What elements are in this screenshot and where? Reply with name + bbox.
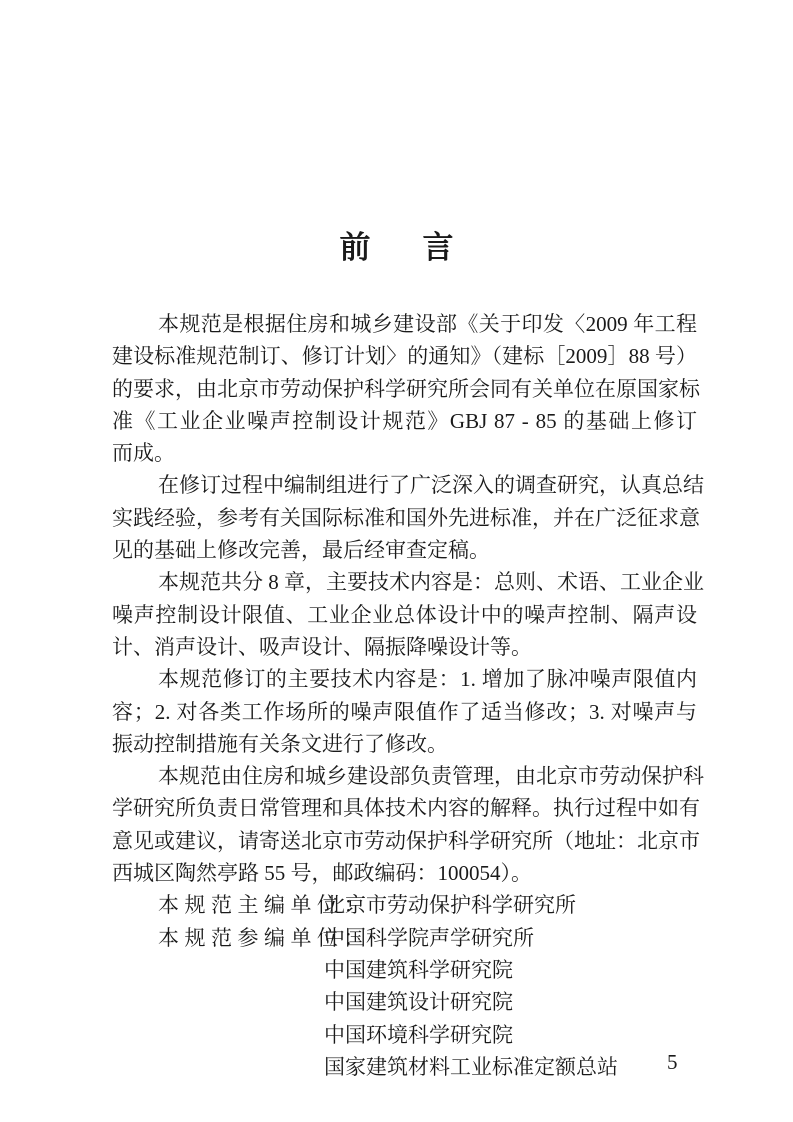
text-line: 容；2. 对各类工作场所的噪声限值作了适当修改；3. 对噪声与	[112, 699, 697, 724]
text-line: 本规范修订的主要技术内容是：1. 增加了脉冲噪声限值内	[158, 667, 697, 692]
text-line: 见的基础上修改完善，最后经审查定稿。	[112, 538, 490, 563]
text-line: 本规范是根据住房和城乡建设部《关于印发〈2009 年工程	[158, 312, 697, 336]
page-number: 5	[667, 1050, 678, 1074]
preface-body	[112, 308, 704, 1079]
participating-unit: 国家建筑材料工业标准定额总站	[324, 1054, 618, 1079]
participating-unit: 中国科学院声学研究所	[324, 925, 534, 950]
text-line: 准《工业企业噪声控制设计规范》GBJ 87 - 85 的基础上修订	[112, 408, 697, 433]
paragraph	[112, 566, 704, 663]
participating-unit-label: 本规范参编单位：	[158, 925, 370, 950]
participating-unit: 中国环境科学研究院	[324, 1022, 513, 1047]
text-line: 意见或建议，请寄送北京市劳动保护科学研究所（地址：北京市	[112, 828, 700, 853]
page-title	[0, 222, 793, 267]
text-line: 本规范由住房和城乡建设部负责管理，由北京市劳动保护科	[158, 764, 704, 789]
text-line: 西城区陶然亭路 55 号，邮政编码：100054）。	[112, 861, 532, 886]
text-line: 实践经验，参考有关国际标准和国外先进标准，并在广泛征求意	[112, 505, 700, 530]
text-line: 在修订过程中编制组进行了广泛深入的调查研究，认真总结	[158, 473, 704, 498]
paragraph	[112, 663, 697, 760]
title-char: 前	[339, 230, 371, 265]
text-line: 振动控制措施有关条文进行了修改。	[112, 731, 448, 756]
text-line: 本规范共分 8 章，主要技术内容是：总则、术语、工业企业	[158, 570, 704, 595]
participating-unit: 中国建筑科学研究院	[324, 957, 513, 982]
paragraph	[112, 469, 704, 566]
paragraph	[112, 308, 700, 469]
chief-unit: 北京市劳动保护科学研究所	[324, 893, 576, 918]
chief-unit-row	[112, 889, 697, 921]
participating-unit: 中国建筑设计研究院	[324, 990, 513, 1015]
text-line: 噪声控制设计限值、工业企业总体设计中的噪声控制、隔声设	[112, 602, 697, 627]
title-char: 言	[422, 230, 454, 265]
paragraph	[112, 760, 704, 889]
text-line: 的要求，由北京市劳动保护科学研究所会同有关单位在原国家标	[112, 376, 700, 401]
text-line: 计、消声设计、吸声设计、隔振降噪设计等。	[112, 634, 532, 659]
text-line: 建设标准规范制订、修订计划〉的通知》（建标［2009］88 号）	[112, 344, 697, 369]
text-line: 学研究所负责日常管理和具体技术内容的解释。执行过程中如有	[112, 796, 700, 821]
text-line: 而成。	[112, 441, 175, 466]
participating-units-row	[112, 922, 697, 1079]
chief-unit-label: 本规范主编单位：	[158, 893, 370, 918]
